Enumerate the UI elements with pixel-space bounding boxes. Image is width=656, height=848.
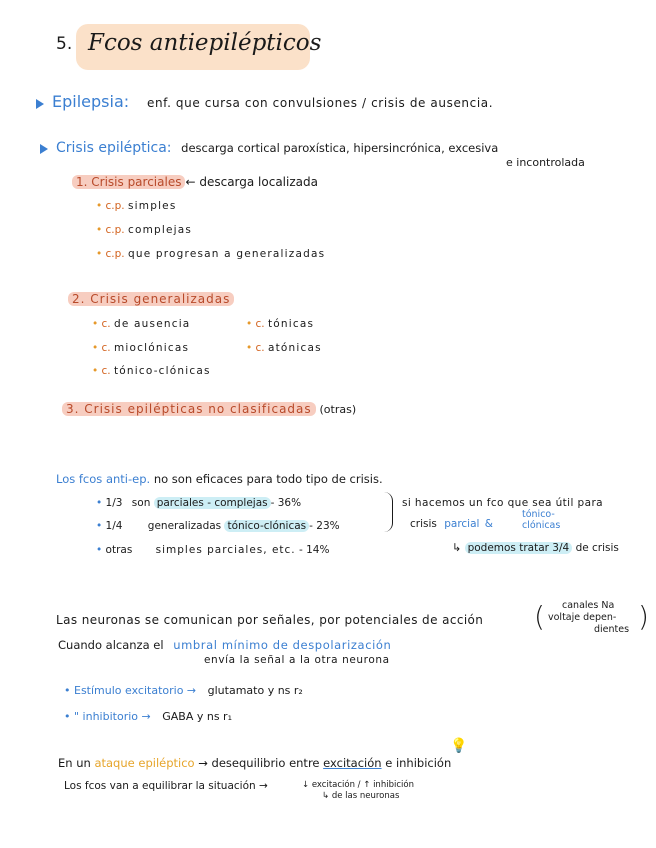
conclusion: ↳ podemos tratar 3/4 de crisis bbox=[452, 541, 619, 554]
neuronas-line2: Cuando alcanza el umbral mínimo de despolarización bbox=[58, 638, 392, 652]
stat-row: • 1/4 generalizadas tónico-clónicas - 23% bbox=[96, 520, 340, 532]
ataque-sub-note: ↓ excitación / ↑ inhibición ↳ de las neuronas bbox=[302, 780, 414, 801]
neuronas-line3: envía la señal a la otra neurona bbox=[204, 654, 390, 666]
epilepsia-definition: enf. que cursa con convulsiones / crisis de ausencia. bbox=[146, 96, 494, 110]
epilepsia-row bbox=[36, 92, 493, 111]
paren-note: canales Na voltaje depen- dientes bbox=[548, 600, 630, 635]
crisis-definition-cont: e incontrolada bbox=[506, 156, 585, 169]
parciales-heading: 1. Crisis parciales bbox=[72, 175, 185, 189]
brace bbox=[384, 492, 393, 532]
ataque-sub: Los fcos van a equilibrar la situación → bbox=[64, 780, 268, 792]
no-clasificadas-note: (otras) bbox=[319, 403, 357, 416]
estimulo-inhibitorio: • " inhibitorio → GABA y ns r₁ bbox=[64, 710, 232, 723]
page-title: Fcos antiepilépticos bbox=[88, 30, 322, 56]
list-item: • c. tónico-clónicas bbox=[92, 365, 211, 377]
list-item: • c. de ausencia bbox=[92, 318, 191, 330]
title-number: 5. bbox=[56, 34, 73, 54]
side-note-tonico: tónico- clónicas bbox=[522, 509, 561, 531]
ataque-line: En un ataque epiléptico → desequilibrio entre excitación e inhibición bbox=[58, 756, 452, 770]
list-item: • c. tónicas bbox=[246, 318, 315, 330]
triangle-bullet-icon bbox=[40, 144, 48, 154]
list-item: • c. atónicas bbox=[246, 342, 322, 354]
crisis-row bbox=[40, 140, 498, 156]
no-clasificadas-heading: 3. Crisis epilépticas no clasificadas bbox=[62, 402, 316, 416]
paren-open: ( bbox=[534, 600, 545, 633]
list-item: • c. mioclónicas bbox=[92, 342, 190, 354]
parciales-heading-row bbox=[72, 175, 318, 189]
stat-row: • otras simples parciales, etc. - 14% bbox=[96, 544, 330, 556]
side-note-line2: crisis parcial & bbox=[410, 518, 493, 530]
list-item: • c.p. simples bbox=[96, 200, 177, 212]
side-note-line1: si hacemos un fco que sea útil para bbox=[402, 497, 604, 509]
neuronas-line1: Las neuronas se comunican por señales, por potenciales de acción bbox=[56, 613, 484, 627]
list-item: • c.p. que progresan a generalizadas bbox=[96, 248, 326, 260]
stat-row: • 1/3 son parciales - complejas - 36% bbox=[96, 497, 302, 509]
estimulo-excitatorio: • Estímulo excitatorio → glutamato y ns r₂ bbox=[64, 684, 303, 697]
no-clasificadas-row bbox=[62, 402, 356, 416]
crisis-definition: descarga cortical paroxística, hipersincrónica, excesiva bbox=[181, 141, 499, 155]
epilepsia-term: Epilepsia: bbox=[52, 92, 130, 111]
paren-close: ) bbox=[638, 600, 649, 633]
eficacia-intro: Los fcos anti-ep. no son eficaces para todo tipo de crisis. bbox=[56, 472, 383, 486]
lightbulb-icon: 💡 bbox=[450, 738, 468, 754]
generalizadas-heading: 2. Crisis generalizadas bbox=[68, 292, 234, 306]
list-item: • c.p. complejas bbox=[96, 224, 193, 236]
crisis-term: Crisis epiléptica: bbox=[56, 140, 172, 156]
triangle-bullet-icon bbox=[36, 99, 44, 109]
parciales-note: ← descarga localizada bbox=[185, 175, 318, 189]
